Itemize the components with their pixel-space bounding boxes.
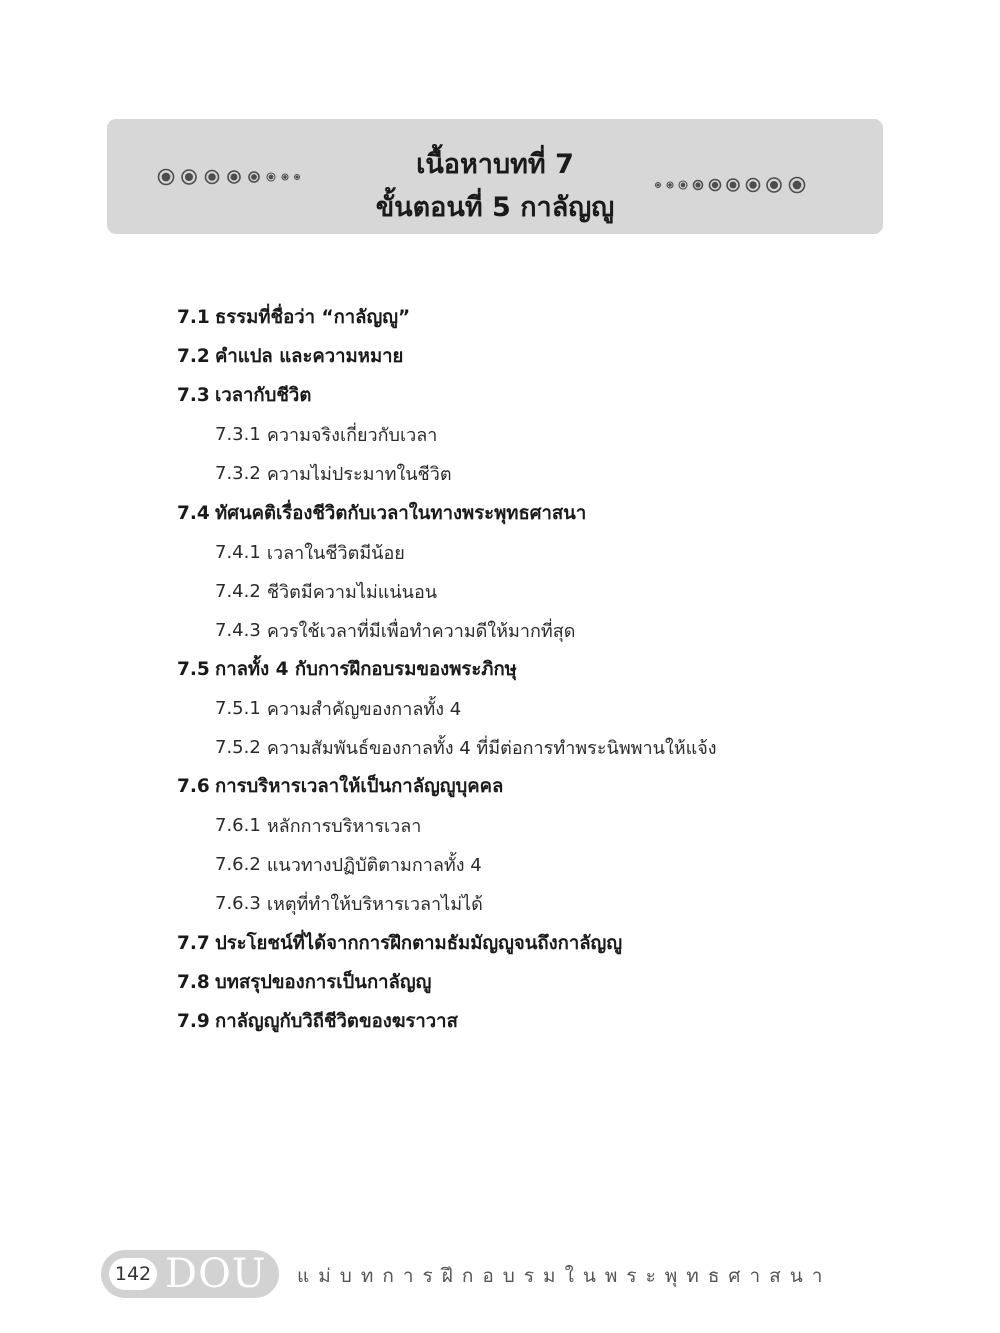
toc-title: เวลาในชีวิตมีน้อย bbox=[266, 542, 405, 564]
toc-number: 7.1 bbox=[177, 307, 210, 329]
toc-subsection bbox=[177, 533, 877, 572]
toc-title: ควรใช้เวลาที่มีเพื่อทำความดีให้มากที่สุด bbox=[266, 620, 576, 642]
toc-title: ความสำคัญของกาลทั้ง 4 bbox=[266, 698, 462, 720]
toc-title: แนวทางปฏิบัติตามกาลทั้ง 4 bbox=[266, 855, 482, 877]
chapter-title: เนื้อหาบทที่ 7 bbox=[416, 149, 574, 180]
toc-title: หลักการบริหารเวลา bbox=[266, 816, 422, 838]
toc-title: ประโยชน์ที่ได้จากการฝึกตามธัมมัญญูจนถึงกาลัญญู bbox=[215, 932, 623, 954]
toc-title: ความจริงเกี่ยวกับเวลา bbox=[266, 425, 438, 447]
dots-right-icon bbox=[652, 170, 812, 200]
book-title: แม่บทการฝึกอบรมในพระพุทธศาสนา bbox=[297, 1265, 832, 1287]
toc-number: 7.4.3 bbox=[215, 619, 261, 641]
toc-number: 7.5 bbox=[177, 658, 210, 680]
toc-number: 7.4.2 bbox=[215, 580, 261, 602]
toc-title: เวลากับชีวิต bbox=[215, 385, 312, 407]
toc-subsection bbox=[177, 884, 877, 923]
toc-number: 7.8 bbox=[177, 971, 210, 993]
toc-subsection bbox=[177, 611, 877, 650]
chapter-subtitle: ขั้นตอนที่ 5 กาลัญญู bbox=[375, 192, 615, 223]
toc-section bbox=[177, 337, 877, 376]
toc-title: ทัศนคติเรื่องชีวิตกับเวลาในทางพระพุทธศาสนา bbox=[215, 502, 587, 524]
toc-section bbox=[177, 963, 877, 1002]
toc-section bbox=[177, 924, 877, 963]
toc-subsection bbox=[177, 806, 877, 845]
chapter-header bbox=[107, 119, 883, 234]
toc-number: 7.4.1 bbox=[215, 541, 261, 563]
toc-number: 7.6.1 bbox=[215, 815, 261, 837]
toc-section bbox=[177, 493, 877, 532]
decorative-dots-right bbox=[652, 170, 812, 200]
toc-number: 7.5.2 bbox=[215, 737, 261, 759]
toc-number: 7.3.2 bbox=[215, 463, 261, 485]
toc-number: 7.2 bbox=[177, 346, 210, 368]
toc-number: 7.6.2 bbox=[215, 854, 261, 876]
toc-subsection bbox=[177, 845, 877, 884]
toc-title: ธรรมที่ชื่อว่า “กาลัญญู” bbox=[215, 307, 411, 329]
page-footer bbox=[101, 1250, 901, 1300]
toc-section bbox=[177, 767, 877, 806]
toc-title: การบริหารเวลาให้เป็นกาลัญญูบุคคล bbox=[215, 776, 504, 798]
toc-subsection bbox=[177, 454, 877, 493]
toc-number: 7.3 bbox=[177, 385, 210, 407]
toc-number: 7.9 bbox=[177, 1010, 210, 1032]
toc-subsection bbox=[177, 415, 877, 454]
toc-title: คำแปล และความหมาย bbox=[215, 346, 404, 368]
toc-subsection bbox=[177, 689, 877, 728]
toc-section bbox=[177, 376, 877, 415]
toc-subsection bbox=[177, 728, 877, 767]
page-number: 142 bbox=[109, 1258, 157, 1290]
toc-number: 7.5.1 bbox=[215, 697, 261, 719]
dou-logo: DOU bbox=[165, 1251, 267, 1297]
footer-badge bbox=[101, 1250, 279, 1298]
toc-title: เหตุที่ทำให้บริหารเวลาไม่ได้ bbox=[266, 894, 483, 916]
toc-number: 7.3.1 bbox=[215, 424, 261, 446]
toc-title: กาลัญญูกับวิถีชีวิตของฆราวาส bbox=[215, 1010, 458, 1032]
toc-section bbox=[177, 650, 877, 689]
toc-title: ความไม่ประมาทในชีวิต bbox=[266, 464, 452, 486]
toc-title: ความสัมพันธ์ของกาลทั้ง 4 ที่มีต่อการทำพระนิพพานให้แจ้ง bbox=[266, 738, 717, 760]
toc-section bbox=[177, 1002, 877, 1041]
toc-subsection bbox=[177, 572, 877, 611]
toc-title: ชีวิตมีความไม่แน่นอน bbox=[266, 581, 438, 603]
toc-number: 7.6.3 bbox=[215, 893, 261, 915]
toc-number: 7.6 bbox=[177, 776, 210, 798]
toc-section bbox=[177, 298, 877, 337]
table-of-contents bbox=[177, 298, 877, 1041]
toc-number: 7.7 bbox=[177, 932, 210, 954]
toc-title: กาลทั้ง 4 กับการฝึกอบรมของพระภิกษุ bbox=[215, 658, 517, 680]
toc-title: บทสรุปของการเป็นกาลัญญู bbox=[215, 971, 432, 993]
toc-number: 7.4 bbox=[177, 502, 210, 524]
